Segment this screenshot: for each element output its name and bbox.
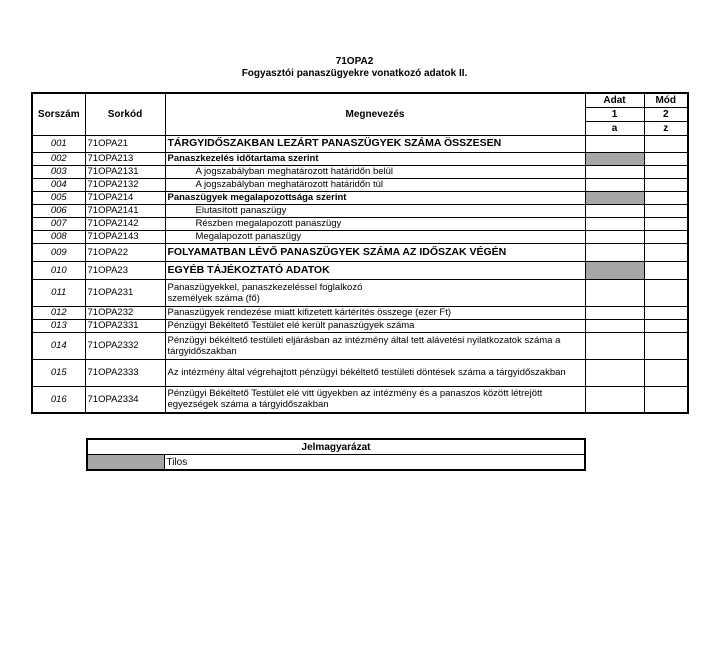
table-row (32, 306, 688, 319)
table-row (32, 217, 688, 230)
forbidden-cell (585, 191, 644, 204)
row-code: 71OPA2143 (85, 230, 165, 243)
mod-input-cell[interactable] (644, 279, 688, 306)
mod-input-cell[interactable] (644, 178, 688, 191)
row-number: 001 (32, 135, 85, 152)
row-code: 71OPA231 (85, 279, 165, 306)
adat-input-cell[interactable] (585, 243, 644, 261)
mod-input-cell[interactable] (644, 386, 688, 413)
row-code: 71OPA2131 (85, 165, 165, 178)
row-number: 002 (32, 152, 85, 165)
col-header-sorszam: Sorszám (32, 93, 85, 135)
col-header-adat-letter: a (585, 121, 644, 135)
row-code: 71OPA2333 (85, 359, 165, 386)
row-number: 013 (32, 319, 85, 332)
col-header-sorkod: Sorkód (85, 93, 165, 135)
legend-table (86, 438, 586, 471)
row-number: 004 (32, 178, 85, 191)
mod-input-cell[interactable] (644, 135, 688, 152)
legend-swatch (87, 455, 164, 471)
row-number: 008 (32, 230, 85, 243)
table-row (32, 359, 688, 386)
col-header-adat-number: 1 (585, 107, 644, 121)
form-code: 71OPA2 (335, 56, 374, 67)
legend-title: Jelmagyarázat (87, 439, 585, 455)
col-header-mod-letter: z (644, 121, 688, 135)
row-number: 014 (32, 332, 85, 359)
mod-input-cell[interactable] (644, 319, 688, 332)
row-label: A jogszabályban meghatározott határidőn túl (165, 178, 585, 191)
row-label: Panaszügyekkel, panaszkezeléssel foglalkozó személyek száma (fő) (165, 279, 585, 306)
table-row (32, 243, 688, 261)
adat-input-cell[interactable] (585, 279, 644, 306)
mod-input-cell[interactable] (644, 217, 688, 230)
row-code: 71OPA2141 (85, 204, 165, 217)
row-number: 009 (32, 243, 85, 261)
table-row (32, 279, 688, 306)
adat-input-cell[interactable] (585, 386, 644, 413)
row-code: 71OPA23 (85, 261, 165, 279)
col-header-mod-number: 2 (644, 107, 688, 121)
table-row (32, 204, 688, 217)
row-number: 011 (32, 279, 85, 306)
row-number: 015 (32, 359, 85, 386)
row-code: 71OPA214 (85, 191, 165, 204)
table-row (32, 191, 688, 204)
mod-input-cell[interactable] (644, 152, 688, 165)
adat-input-cell[interactable] (585, 204, 644, 217)
table-row (32, 135, 688, 152)
row-label: FOLYAMATBAN LÉVŐ PANASZÜGYEK SZÁMA AZ IDŐSZAK VÉGÉN (165, 243, 585, 261)
row-number: 005 (32, 191, 85, 204)
form-title: Fogyasztói panaszügyekre vonatkozó adatok II. (241, 68, 468, 79)
adat-input-cell[interactable] (585, 306, 644, 319)
adat-input-cell[interactable] (585, 165, 644, 178)
col-header-mod: Mód (644, 93, 688, 107)
forbidden-cell (585, 152, 644, 165)
table-row (32, 386, 688, 413)
row-code: 71OPA2132 (85, 178, 165, 191)
forbidden-cell (585, 261, 644, 279)
adat-input-cell[interactable] (585, 359, 644, 386)
row-label: Panaszügyek rendezése miatt kifizetett kártérítés összege (ezer Ft) (165, 306, 585, 319)
adat-input-cell[interactable] (585, 319, 644, 332)
row-code: 71OPA22 (85, 243, 165, 261)
row-label: TÁRGYIDŐSZAKBAN LEZÁRT PANASZÜGYEK SZÁMA ÖSSZESEN (165, 135, 585, 152)
row-code: 71OPA2334 (85, 386, 165, 413)
mod-input-cell[interactable] (644, 261, 688, 279)
legend-label: Tilos (164, 455, 585, 471)
row-label: A jogszabályban meghatározott határidőn belül (165, 165, 585, 178)
row-code: 71OPA232 (85, 306, 165, 319)
row-label: Panaszügyek megalapozottsága szerint (165, 191, 585, 204)
table-row (32, 230, 688, 243)
adat-input-cell[interactable] (585, 230, 644, 243)
mod-input-cell[interactable] (644, 306, 688, 319)
adat-input-cell[interactable] (585, 135, 644, 152)
mod-input-cell[interactable] (644, 165, 688, 178)
row-number: 007 (32, 217, 85, 230)
row-number: 006 (32, 204, 85, 217)
row-label: Pénzügyi békéltető testületi eljárásban az intézmény által tett alávetési nyilatkozatok száma a tárgyidőszakban (165, 332, 585, 359)
row-number: 010 (32, 261, 85, 279)
row-number: 012 (32, 306, 85, 319)
table-row (32, 178, 688, 191)
mod-input-cell[interactable] (644, 359, 688, 386)
mod-input-cell[interactable] (644, 332, 688, 359)
row-code: 71OPA2142 (85, 217, 165, 230)
row-code: 71OPA213 (85, 152, 165, 165)
row-code: 71OPA21 (85, 135, 165, 152)
row-label: Pénzügyi Békéltető Testület elé került panaszügyek száma (165, 319, 585, 332)
table-row (32, 165, 688, 178)
col-header-megnevezes: Megnevezés (165, 93, 585, 135)
table-row (32, 319, 688, 332)
mod-input-cell[interactable] (644, 230, 688, 243)
row-label: Elutasított panaszügy (165, 204, 585, 217)
row-label: Panaszkezelés időtartama szerint (165, 152, 585, 165)
row-label: Pénzügyi Békéltető Testület elé vitt ügyekben az intézmény és a panaszos között létrejött egyezségek száma a tárgyidőszakban (165, 386, 585, 413)
row-label: Részben megalapozott panaszügy (165, 217, 585, 230)
adat-input-cell[interactable] (585, 178, 644, 191)
table-row (32, 261, 688, 279)
row-label: Az intézmény által végrehajtott pénzügyi békéltető testületi döntések száma a tárgyidőszakban (165, 359, 585, 386)
row-label: EGYÉB TÁJÉKOZTATÓ ADATOK (165, 261, 585, 279)
col-header-adat: Adat (585, 93, 644, 107)
table-row (32, 332, 688, 359)
data-table (31, 92, 689, 414)
row-label: Megalapozott panaszügy (165, 230, 585, 243)
table-row (32, 152, 688, 165)
row-code: 71OPA2331 (85, 319, 165, 332)
mod-input-cell[interactable] (644, 243, 688, 261)
mod-input-cell[interactable] (644, 191, 688, 204)
adat-input-cell[interactable] (585, 332, 644, 359)
row-code: 71OPA2332 (85, 332, 165, 359)
mod-input-cell[interactable] (644, 204, 688, 217)
row-number: 003 (32, 165, 85, 178)
row-number: 016 (32, 386, 85, 413)
adat-input-cell[interactable] (585, 217, 644, 230)
